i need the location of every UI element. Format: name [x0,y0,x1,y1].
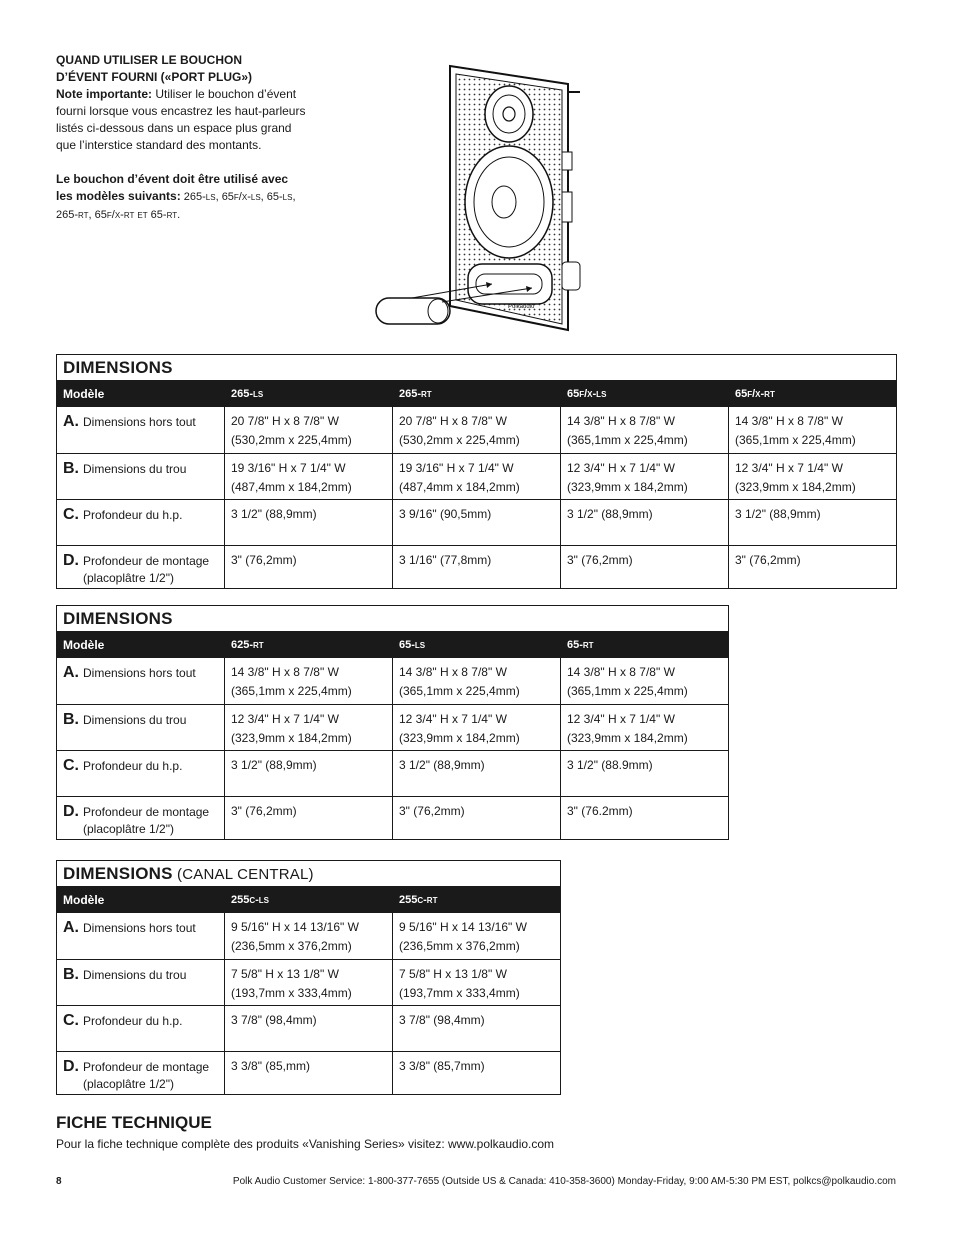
table-title: DIMENSIONS [57,355,896,381]
fiche-technique-heading: FICHE TECHNIQUE [56,1113,212,1132]
table-cell: 14 3/8" H x 8 7/8" W (365,1mm x 225,4mm) [225,658,393,704]
row-label: A. Dimensions hors tout [57,658,225,704]
table-cell: 12 3/4" H x 7 1/4" W (323,9mm x 184,2mm) [393,705,561,750]
table-cell: 12 3/4" H x 7 1/4" W (323,9mm x 184,2mm) [567,712,688,745]
table-cell: 3 3/8" (85,7mm) [399,1059,485,1073]
models-list: 265-ls, 65f/x-ls, 65-ls, 265-rt, 65f/x-rt et 65-rt. [56,191,296,221]
row-label: A. Dimensions hors tout [57,913,225,959]
row-label: D. Profondeur de montage (placoplâtre 1/2") [57,1052,225,1094]
table-cell: 3" (76,2mm) [225,546,393,588]
table-cell: 12 3/4" H x 7 1/4" W (323,9mm x 184,2mm) [225,705,393,750]
table-cell: 3" (76,2mm) [393,797,561,839]
header-model-col: 65f/x-ls [567,388,607,400]
table-row [57,913,560,959]
row-label: C. Profondeur du h.p. [57,751,225,796]
table-row [57,499,896,545]
table-cell: 20 7/8" H x 8 7/8" W (530,2mm x 225,4mm) [225,407,393,453]
dimensions-table-1 [56,354,897,589]
instructions-heading-line1: QUAND UTILISER LE BOUCHON [56,53,242,67]
table-cell: 7 5/8" H x 13 1/8" W (193,7mm x 333,4mm) [399,967,520,1000]
header-model: Modèle [63,638,105,652]
header-model: Modèle [63,893,105,907]
table-cell: 12 3/4" H x 7 1/4" W (323,9mm x 184,2mm) [561,454,729,499]
table-row [57,1005,560,1051]
row-label: A. Dimensions hors tout [57,407,225,453]
table-row [57,959,560,1005]
row-label: B. Dimensions du trou [57,705,225,750]
table-cell: 3" (76,2mm) [735,553,801,567]
table-cell: 3 1/2" (88,9mm) [225,500,393,545]
table-body [57,658,728,839]
port-plug-instructions [56,52,306,224]
table-cell: 14 3/8" H x 8 7/8" W (365,1mm x 225,4mm) [393,658,561,704]
page-number: 8 [56,1176,62,1187]
header-model-col: 265-rt [399,388,432,400]
table-title: DIMENSIONS [57,606,728,632]
important-note [56,86,306,154]
table-row [57,658,728,704]
row-label: B. Dimensions du trou [57,454,225,499]
table-row [57,750,728,796]
header-model-col: 65f/x-rt [735,388,775,400]
table-cell: 3 1/2" (88,9mm) [561,500,729,545]
table-cell: 12 3/4" H x 7 1/4" W (323,9mm x 184,2mm) [735,461,856,494]
table-cell: 9 5/16" H x 14 13/16" W (236,5mm x 376,2mm) [225,913,393,959]
table-cell: 14 3/8" H x 8 7/8" W (365,1mm x 225,4mm) [561,407,729,453]
table-row [57,796,728,839]
row-label: D. Profondeur de montage (placoplâtre 1/2") [57,797,225,839]
table-cell: 20 7/8" H x 8 7/8" W (530,2mm x 225,4mm) [393,407,561,453]
header-model-col: 265-ls [231,388,264,400]
note-text: Utiliser le bouchon d’évent fourni lorsque vous encastrez les haut-parleurs listés ci-dessous dans un espace plus grand que l’interstice standard des montants. [56,87,306,152]
table-cell: 14 3/8" H x 8 7/8" W (365,1mm x 225,4mm) [567,665,688,698]
svg-text:Polkaudio: Polkaudio [508,304,535,310]
instructions-heading-line2: D’ÉVENT FOURNI («PORT PLUG») [56,70,253,84]
dimensions-table-center-channel [56,860,561,1095]
speaker-port-plug-diagram-icon [372,62,596,334]
header-model-col: 65-ls [399,639,426,651]
table-row [57,453,896,499]
row-label: C. Profondeur du h.p. [57,1006,225,1051]
fiche-technique-text: Pour la fiche technique complète des produits «Vanishing Series» visitez: www.polkaudio.com [56,1137,555,1151]
table-cell: 14 3/8" H x 8 7/8" W (365,1mm x 225,4mm) [735,414,856,447]
table-row [57,704,728,750]
table-title: DIMENSIONS (CANAL CENTRAL) [57,861,560,887]
row-label: D. Profondeur de montage (placoplâtre 1/2") [57,546,225,588]
header-model: Modèle [63,387,105,401]
table-cell: 3 1/2" (88,9mm) [225,751,393,796]
table-cell: 3 9/16" (90,5mm) [393,500,561,545]
table-cell: 3" (76,2mm) [225,797,393,839]
footer-customer-service: Polk Audio Customer Service: 1-800-377-7655 (Outside US & Canada: 410-358-3600) Monday-Friday, 9:00 AM-5:30 PM EST, polkcs@polkaudio.com [232,1176,896,1187]
dimensions-table-2 [56,605,729,840]
table-row [57,407,896,453]
header-model-col: 625-rt [231,639,264,651]
table-cell: 3 1/2" (88.9mm) [567,758,653,772]
table-row [57,1051,560,1094]
table-header [57,632,728,658]
table-cell: 3 1/2" (88,9mm) [393,751,561,796]
table-cell: 3 7/8" (98,4mm) [225,1006,393,1051]
header-model-col: 255c-ls [231,894,270,906]
table-cell: 3 1/16" (77,8mm) [393,546,561,588]
header-model-col: 255c-rt [399,894,438,906]
table-cell: 3" (76.2mm) [567,804,633,818]
table-header [57,381,896,407]
row-label: B. Dimensions du trou [57,960,225,1005]
table-body [57,913,560,1094]
table-cell: 7 5/8" H x 13 1/8" W (193,7mm x 333,4mm) [225,960,393,1005]
table-cell: 19 3/16" H x 7 1/4" W (487,4mm x 184,2mm) [225,454,393,499]
header-model-col: 65-rt [567,639,594,651]
table-cell: 9 5/16" H x 14 13/16" W (236,5mm x 376,2mm) [399,920,527,953]
table-cell: 19 3/16" H x 7 1/4" W (487,4mm x 184,2mm) [393,454,561,499]
table-cell: 3 1/2" (88,9mm) [735,507,821,521]
table-cell: 3 7/8" (98,4mm) [399,1013,485,1027]
note-label: Note importante: [56,87,152,101]
table-row [57,545,896,588]
table-cell: 3 3/8" (85,mm) [225,1052,393,1094]
row-label: C. Profondeur du h.p. [57,500,225,545]
table-header [57,887,560,913]
table-cell: 3" (76,2mm) [561,546,729,588]
table-body [57,407,896,588]
models-label: Le bouchon d’évent doit être utilisé avec les modèles suivants: [56,172,289,203]
models-note [56,171,306,224]
